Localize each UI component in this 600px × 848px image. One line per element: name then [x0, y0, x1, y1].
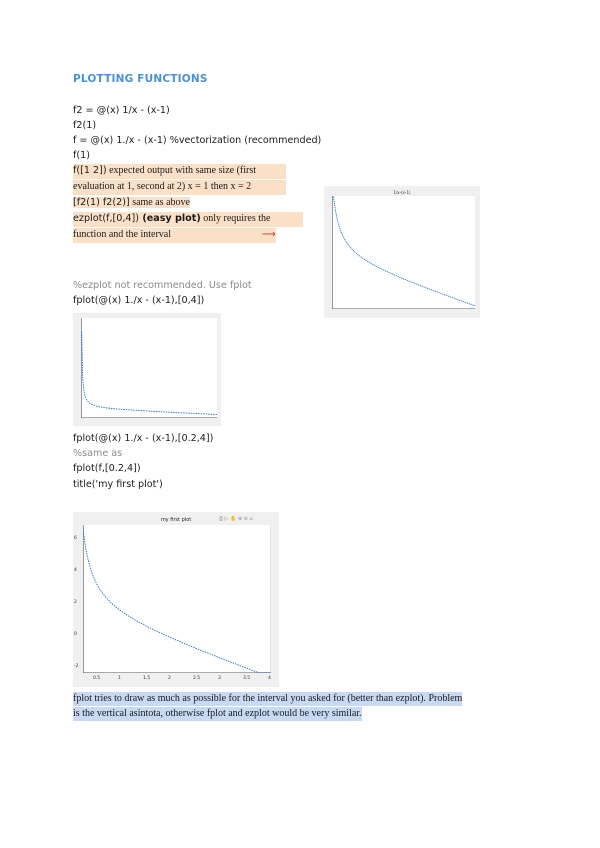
- x-tick-label: 0.5: [93, 676, 101, 681]
- fplot-figure-2: [73, 512, 279, 687]
- comment-line-ezplot-not-recommended: %ezplot not recommended. Use fplot: [73, 280, 252, 291]
- code-line-f-vector: [73, 164, 286, 179]
- code-text: ezplot(f,[0,4]): [73, 213, 139, 224]
- figure-toolbar-icons[interactable]: ⎙ ▷ ✋ ⊕ ⊖ ⌂: [219, 516, 253, 522]
- plot-curve-area: [332, 196, 475, 309]
- code-text: [f2(1) f2(2)]: [73, 197, 130, 208]
- code-line-f-def: f = @(x) 1./x - (x-1) %vectorization (recommended): [73, 135, 322, 146]
- code-line-ezplot: [73, 212, 303, 227]
- x-tick-label: 3: [218, 676, 221, 681]
- code-line-f-call: f(1): [73, 150, 90, 161]
- code-line-f2-call: f2(1): [73, 120, 97, 131]
- code-line-f2-vector: [73, 196, 190, 211]
- explanation-line-1: fplot tries to draw as much as possible for the interval you asked for (better than ezplot). Problem: [73, 693, 463, 704]
- plot-curve-area: [83, 525, 271, 673]
- code-line-title: title('my first plot'): [73, 479, 163, 490]
- plot-axes: [332, 196, 475, 309]
- explanation-line-2: is the vertical asintota, otherwise fplot and ezplot would be very similar.: [73, 708, 362, 719]
- code-line-fplot-2: fplot(@(x) 1./x - (x-1),[0.2,4]): [73, 433, 214, 444]
- comment-text: expected output with same size (first: [106, 165, 257, 176]
- x-tick-label: 3.5: [243, 676, 251, 681]
- x-tick-label: 2: [168, 676, 171, 681]
- y-tick-label: -2: [74, 664, 79, 669]
- code-line-f2-def: f2 = @(x) 1/x - (x-1): [73, 105, 170, 116]
- code-text: f([1 2]): [73, 165, 107, 176]
- y-tick-label: 0: [74, 632, 77, 637]
- y-tick-label: 2: [74, 600, 77, 605]
- arrow-right-icon: ⟶: [262, 229, 276, 240]
- plot-axes: [81, 318, 217, 418]
- plot-axes: [83, 525, 271, 673]
- x-tick-label: 1: [118, 676, 121, 681]
- plot-title: 1/x-(x-1): [393, 190, 411, 195]
- y-tick-label: 6: [74, 536, 77, 541]
- comment-text: function and the interval: [73, 229, 172, 240]
- plot-title: my first plot: [160, 517, 192, 523]
- page-heading: PLOTTING FUNCTIONS: [73, 73, 208, 85]
- comment-line-same-as: %same as: [73, 448, 123, 459]
- x-tick-label: 4: [268, 676, 271, 681]
- comment-text: same as above: [129, 197, 190, 208]
- x-tick-label: 2.5: [193, 676, 201, 681]
- comment-text: only requires the: [200, 213, 271, 224]
- x-tick-label: 1.5: [143, 676, 151, 681]
- code-line-fplot-3: fplot(f,[0.2,4]): [73, 463, 141, 474]
- comment-line-evaluation: evaluation at 1, second at 2) x = 1 then x = 2: [73, 180, 286, 195]
- bold-text: (easy plot): [138, 213, 201, 224]
- y-tick-label: 4: [74, 568, 77, 573]
- ezplot-figure: [324, 186, 480, 318]
- plot-curve-area: [81, 318, 217, 418]
- fplot-figure-1: [73, 313, 221, 426]
- code-line-fplot-1: fplot(@(x) 1./x - (x-1),[0,4]): [73, 295, 205, 306]
- comment-line-interval: [73, 228, 276, 243]
